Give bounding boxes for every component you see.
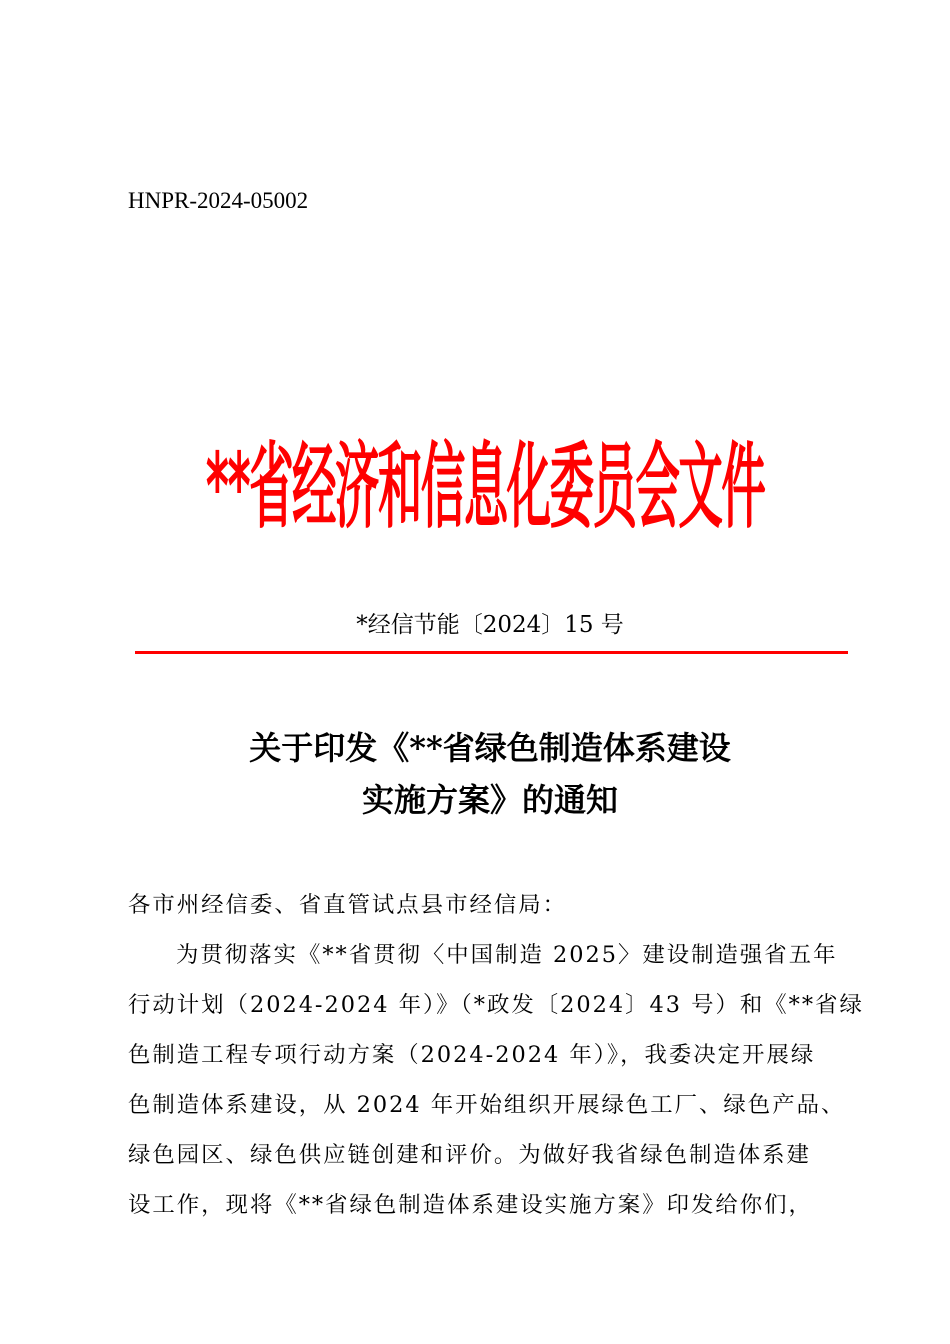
body-line: 色制造体系建设，从 2024 年开始组织开展绿色工厂、绿色产品、 — [128, 1092, 846, 1118]
salutation: 各市州经信委、省直管试点县市经信局： — [128, 892, 568, 918]
body-line: 为贯彻落实《**省贯彻〈中国制造 2025〉建设制造强省五年 — [176, 942, 838, 968]
body-line: 绿色园区、绿色供应链创建和评价。为做好我省绿色制造体系建 — [128, 1142, 811, 1168]
document-number: *经信节能〔2024〕15 号 — [356, 612, 624, 638]
red-divider — [135, 651, 848, 654]
masthead-title: **省经济和信息化委员会文件 — [205, 433, 765, 543]
body-line: 行动计划（2024-2024 年）》（*政发〔2024〕43 号）和《**省绿 — [128, 992, 864, 1018]
masthead — [100, 418, 870, 558]
notice-title-line-2: 实施方案》的通知 — [361, 781, 618, 819]
body-line: 设工作，现将《**省绿色制造体系建设实施方案》印发给你们， — [128, 1192, 813, 1218]
notice-body — [128, 880, 868, 1230]
body-line: 色制造工程专项行动方案（2024-2024 年）》，我委决定开展绿 — [128, 1042, 816, 1068]
notice-title — [0, 722, 950, 826]
notice-title-line-1: 关于印发《**省绿色制造体系建设 — [249, 729, 731, 767]
document-code: HNPR-2024-05002 — [128, 188, 309, 213]
